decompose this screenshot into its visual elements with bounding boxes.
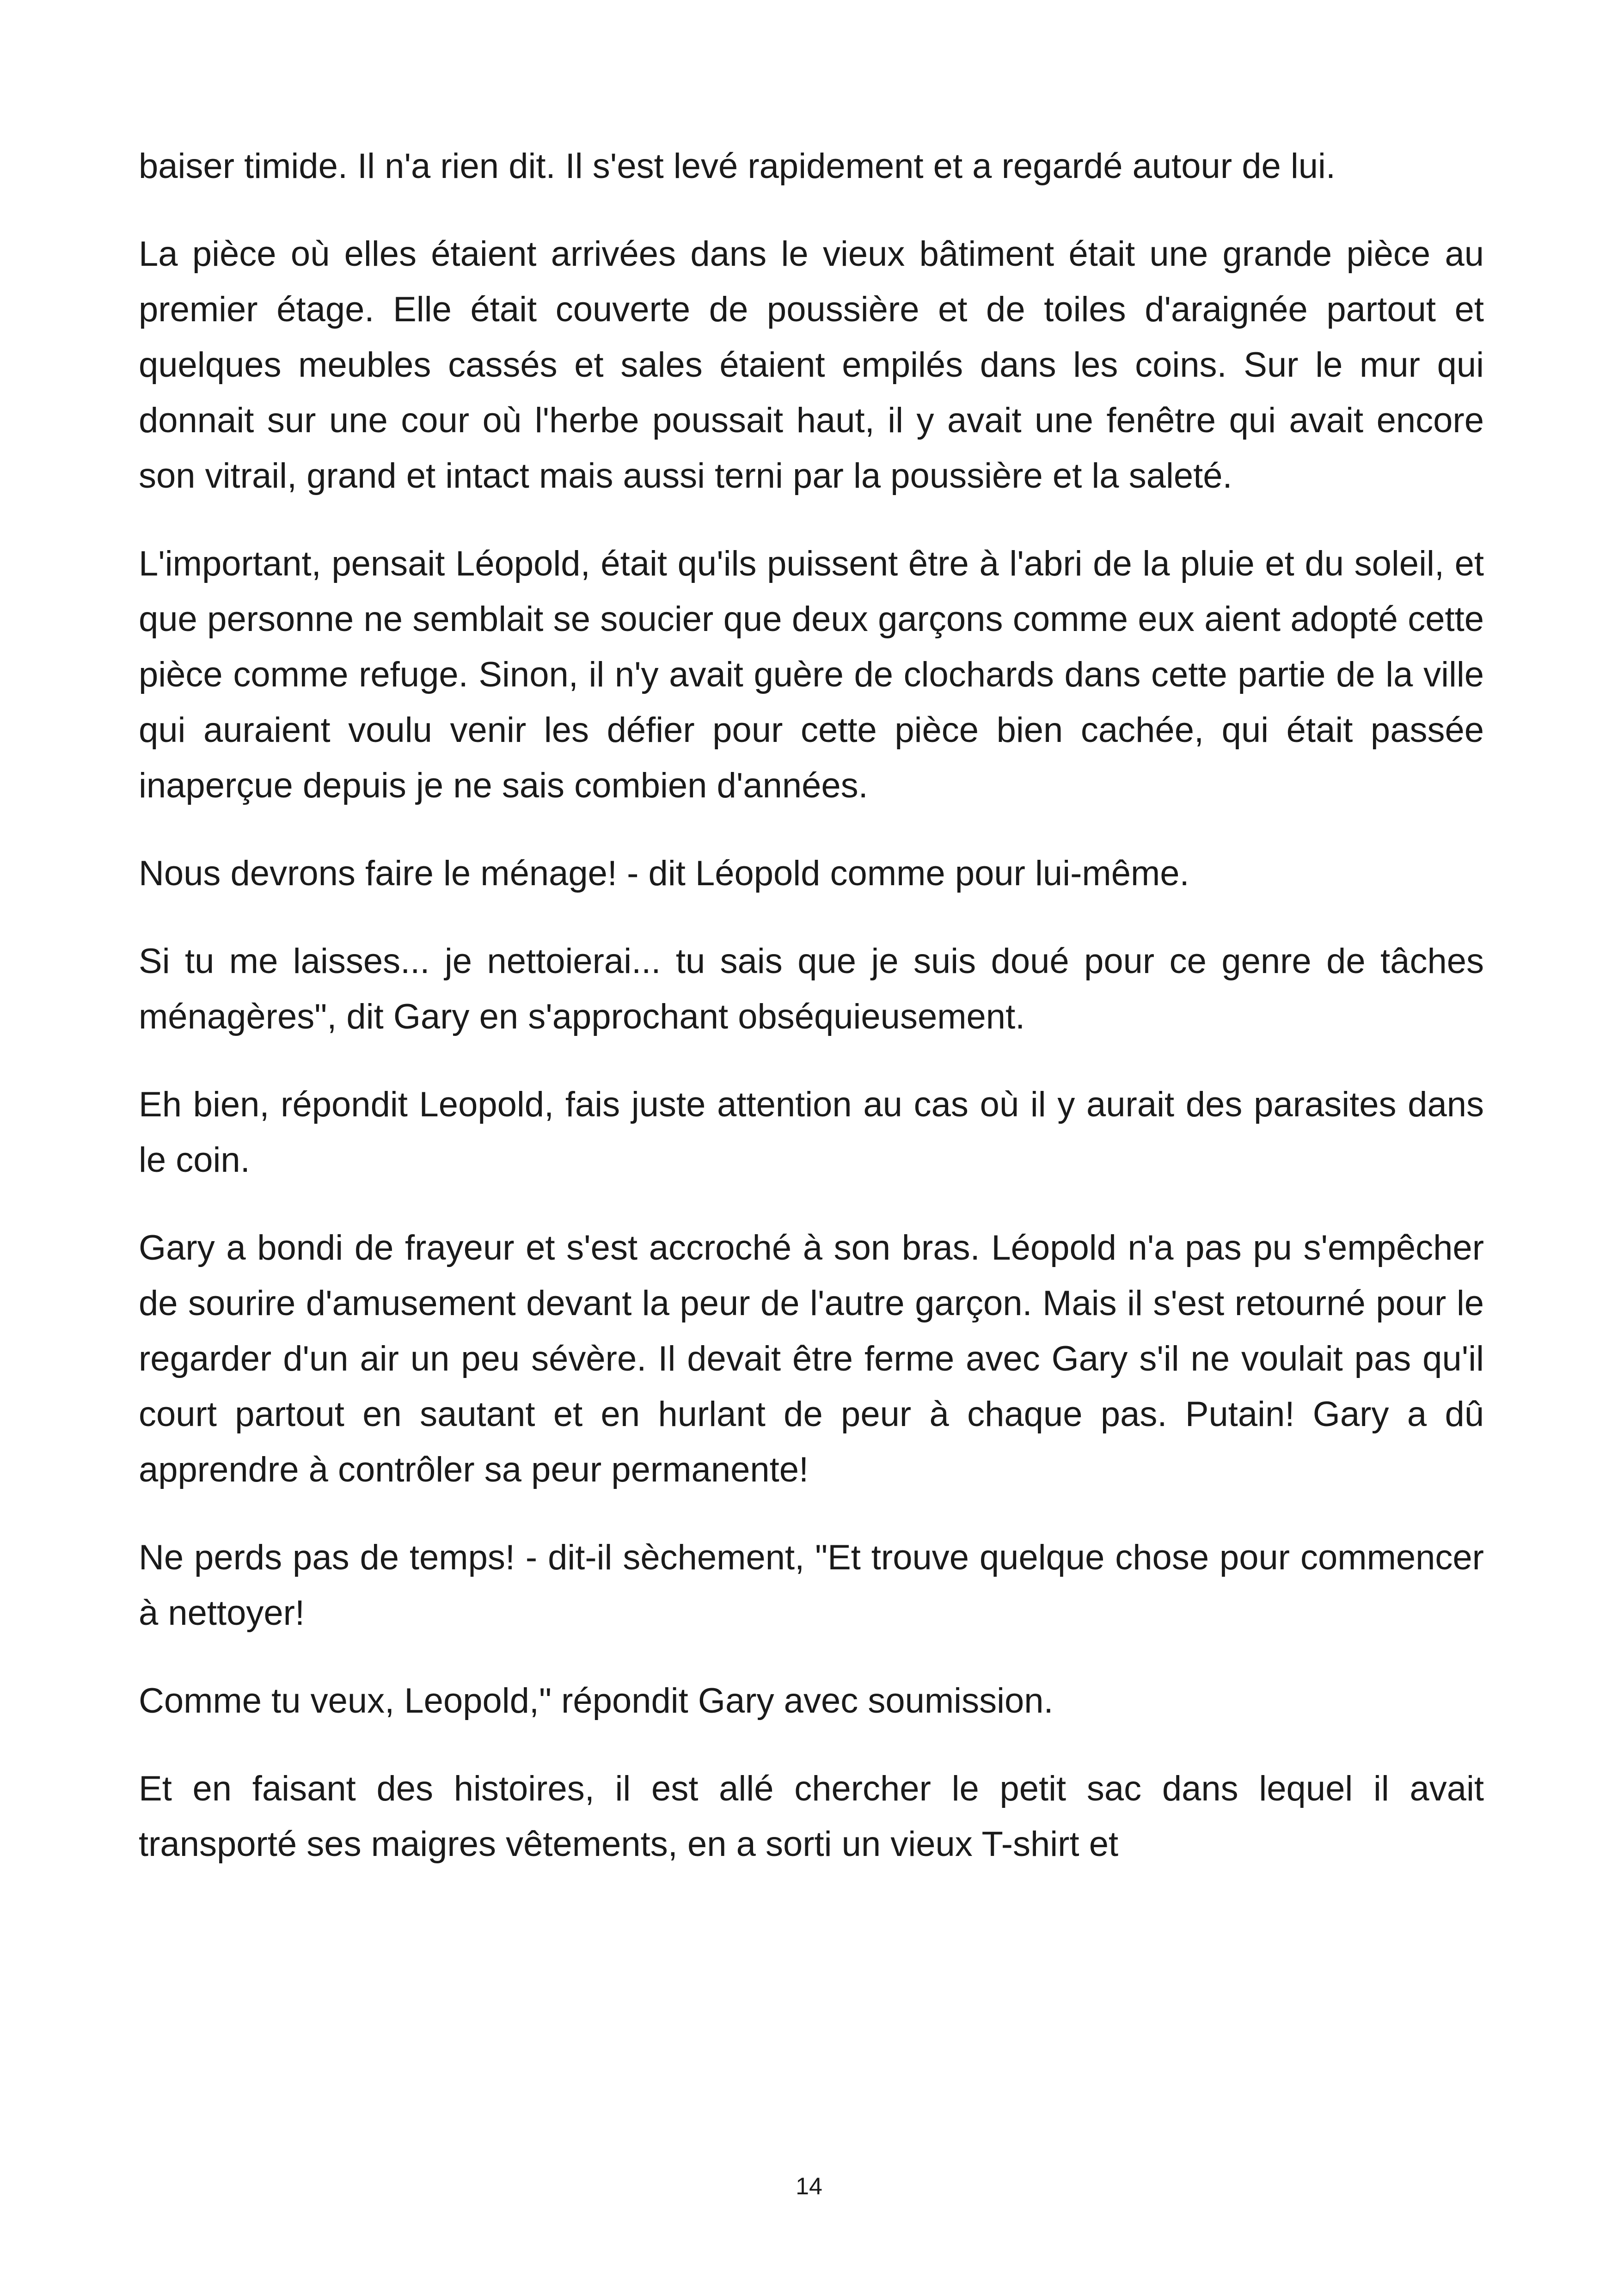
paragraph-1: baiser timide. Il n'a rien dit. Il s'est levé rapidement et a regardé autour de lui. (139, 147, 1336, 186)
paragraph-3: L'important, pensait Léopold, était qu'ils puissent être à l'abri de la pluie et du soleil, et que personne ne semblait se soucier que deux garçons comme eux aient adopté cette pièce comme refuge. Sinon, il n'y avait guère de clochards dans cette partie de la ville qui auraient voulu venir les défier pour cette pièce bien cachée, qui était passée inaperçue depuis je ne sais combien d'années. (139, 544, 1484, 805)
paragraph-2: La pièce où elles étaient arrivées dans le vieux bâtiment était une grande pièce au premier étage. Elle était couverte de poussière et de toiles d'araignée partout et quelques meubles cassés et sales étaient empilés dans les coins. Sur le mur qui donnait sur une cour où l'herbe poussait haut, il y avait une fenêtre qui avait encore son vitrail, grand et intact mais aussi terni par la poussière et la saleté. (139, 234, 1484, 496)
paragraph-9: Comme tu veux, Leopold," répondit Gary avec soumission. (139, 1681, 1054, 1720)
paragraph-7: Gary a bondi de frayeur et s'est accroché à son bras. Léopold n'a pas pu s'empêcher de sourire d'amusement devant la peur de l'autre garçon. Mais il s'est retourné pour le regarder d'un air un peu sévère. Il devait être ferme avec Gary s'il ne voulait pas qu'il court partout en sautant et en hurlant de peur à chaque pas. Putain! Gary a dû apprendre à contrôler sa peur permanente! (139, 1228, 1484, 1489)
page-number: 14 (796, 2173, 822, 2200)
paragraph-8: Ne perds pas de temps! - dit-il sèchement, "Et trouve quelque chose pour commencer à nettoyer! (139, 1538, 1484, 1633)
paragraph-5: Si tu me laisses... je nettoierai... tu sais que je suis doué pour ce genre de tâches ménagères", dit Gary en s'approchant obséquieusement. (139, 942, 1484, 1036)
paragraph-10: Et en faisant des histoires, il est allé chercher le petit sac dans lequel il avait transporté ses maigres vêtements, en a sorti un vieux T-shirt et (139, 1769, 1484, 1864)
paragraph-4: Nous devrons faire le ménage! - dit Léopold comme pour lui-même. (139, 854, 1189, 893)
body-text (139, 139, 1484, 1904)
paragraph-6: Eh bien, répondit Leopold, fais juste attention au cas où il y aurait des parasites dans le coin. (139, 1085, 1484, 1180)
